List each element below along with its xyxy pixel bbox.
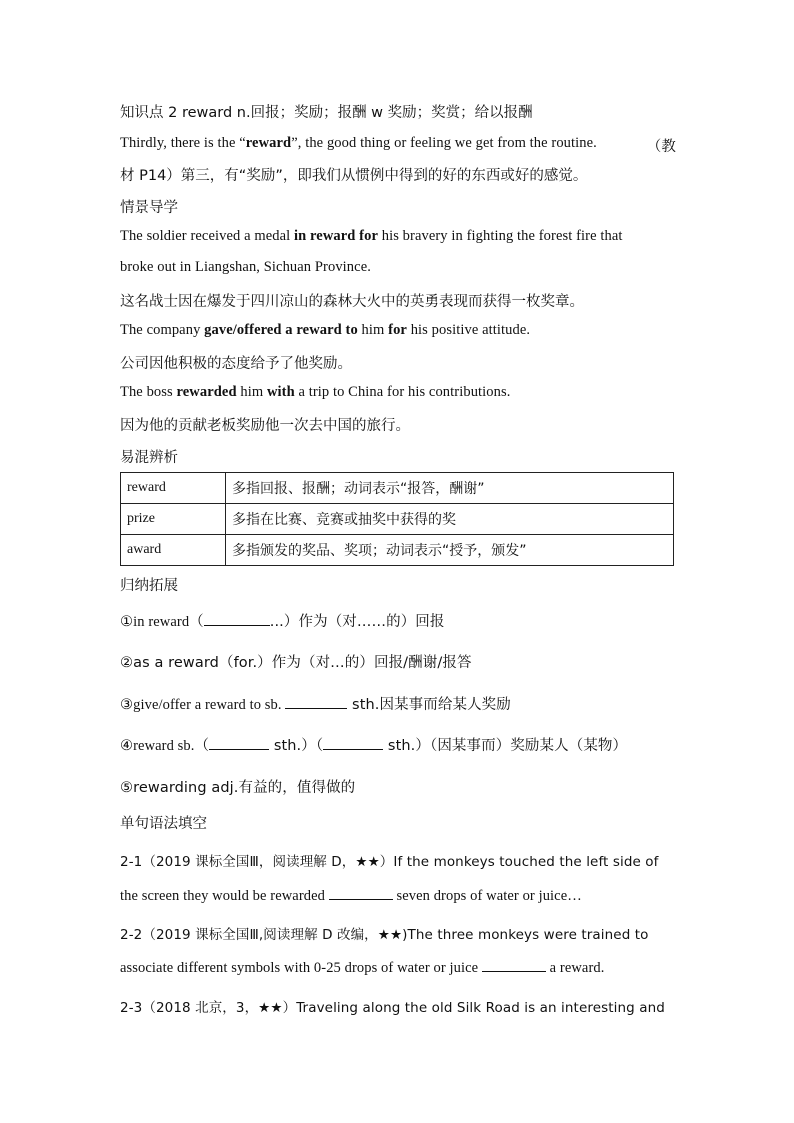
table-row	[121, 504, 674, 535]
question-text: the screen they would be rewarded	[120, 888, 329, 904]
summary-heading: 归纳拓展	[120, 578, 178, 594]
textbook-translation: 材 P14）第三，有“奖励”，即我们从惯例中得到的好的东西或好的感觉。	[120, 168, 588, 184]
grammar-heading: 单句语法填空	[120, 816, 207, 832]
question-text: 2-3（2018 北京，3，★★）Traveling along the old Silk Road is an interesting and	[120, 1000, 665, 1016]
table-cell-meaning: 多指在比赛、竞赛或抽奖中获得的奖	[226, 504, 674, 535]
textbook-sentence	[120, 135, 676, 156]
item-number: ④	[120, 738, 134, 754]
ex3-keyword: rewarded	[176, 384, 237, 400]
blank-line[interactable]	[209, 737, 269, 750]
textbook-text-2: ”, the good thing or feeling we get from the routine.	[291, 135, 597, 151]
item-number: ①	[120, 614, 134, 630]
ex3-text-a: The boss	[120, 384, 177, 400]
ex2-keyword-2: for	[388, 322, 407, 338]
table-cell-word: award	[121, 535, 226, 566]
answer-blank[interactable]	[329, 887, 393, 900]
table-cell-meaning: 多指颁发的奖品、奖项；动词表示“授予，颁发”	[226, 535, 674, 566]
question-text: 2-2（2019 课标全国Ⅲ,阅读理解 D 改编，★★)The three monkeys were trained to	[120, 927, 649, 943]
blank-line[interactable]	[285, 696, 347, 709]
question-2-3	[120, 996, 676, 1017]
example-2-en	[120, 322, 676, 339]
item-text-2: sth.）（	[269, 738, 324, 754]
scene-heading: 情景导学	[120, 200, 178, 216]
summary-item-1	[120, 610, 676, 631]
question-text: 2-1（2019 课标全国Ⅲ，阅读理解 D，★★）If the monkeys touched the left side of	[120, 854, 659, 870]
table-cell-meaning: 多指回报、报酬；动词表示“报答，酬谢”	[226, 473, 674, 504]
ex1-text-c: his bravery in fighting the forest fire that	[378, 228, 623, 244]
table-row	[121, 473, 674, 504]
table-cell-word: prize	[121, 504, 226, 535]
summary-item-2	[120, 651, 676, 672]
ex2-keyword: gave/offered a reward to	[204, 322, 358, 338]
question-2-2	[120, 923, 676, 944]
ex2-text-d: his positive attitude.	[406, 322, 531, 338]
item-text-2: ...）作为（对……的）回报	[269, 614, 445, 630]
example-1-en-cont: broke out in Liangshan, Sichuan Province.	[120, 259, 371, 275]
item-number: ⑤	[120, 780, 134, 796]
ex1-text-a: The soldier received a medal	[120, 228, 294, 244]
example-2-cn: 公司因他积极的态度给予了他奖励。	[120, 356, 352, 372]
textbook-ref-start: （教	[646, 139, 676, 155]
ex3-text-c: him	[236, 384, 267, 400]
summary-item-3	[120, 693, 676, 714]
item-text: in reward（	[133, 614, 204, 630]
question-text: associate different symbols with 0-25 drops of water or juice	[120, 960, 482, 976]
ex2-text-c: him	[357, 322, 389, 338]
ex3-text-d: a trip to China for his contributions.	[294, 384, 511, 400]
question-2-2-cont	[120, 959, 676, 977]
textbook-keyword: reward	[245, 135, 292, 151]
example-1-en	[120, 228, 676, 245]
summary-item-5	[120, 776, 676, 797]
ex1-keyword: in reward for	[294, 228, 378, 244]
item-text: rewarding adj.有益的，值得做的	[133, 780, 356, 796]
example-3-cn: 因为他的贡献老板奖励他一次去中国的旅行。	[120, 418, 410, 434]
blank-line[interactable]	[204, 613, 270, 626]
summary-item-4	[120, 734, 676, 755]
item-text: reward sb.（	[133, 738, 210, 754]
confusion-heading: 易混辨析	[120, 450, 178, 466]
item-number: ②	[120, 655, 134, 671]
knowledge-point-title: 知识点 2 reward n.回报；奖励；报酬 w 奖励；奖赏；给以报酬	[120, 105, 533, 121]
textbook-text: Thirdly, there is the “	[120, 135, 246, 151]
ex2-text-a: The company	[120, 322, 205, 338]
example-1-cn: 这名战士因在爆发于四川凉山的森林大火中的英勇表现而获得一枚奖章。	[120, 294, 584, 310]
table-row	[121, 535, 674, 566]
answer-blank[interactable]	[482, 959, 546, 972]
item-number: ③	[120, 697, 134, 713]
item-text-3: sth.）（因某事而）奖励某人（某物）	[383, 738, 628, 754]
question-2-1	[120, 850, 676, 871]
question-2-1-cont	[120, 887, 676, 905]
table-cell-word: reward	[121, 473, 226, 504]
question-text-2: a reward.	[545, 960, 605, 976]
example-3-en	[120, 384, 676, 401]
question-text-2: seven drops of water or juice…	[392, 888, 582, 904]
ex3-keyword-2: with	[266, 384, 295, 400]
blank-line[interactable]	[323, 737, 383, 750]
item-text: give/offer a reward to sb.	[133, 697, 286, 713]
item-text-2: sth.因某事而给某人奖励	[347, 697, 511, 713]
item-text: as a reward（for.）作为（对…的）回报/酬谢/报答	[133, 655, 472, 671]
comparison-table	[120, 472, 674, 566]
